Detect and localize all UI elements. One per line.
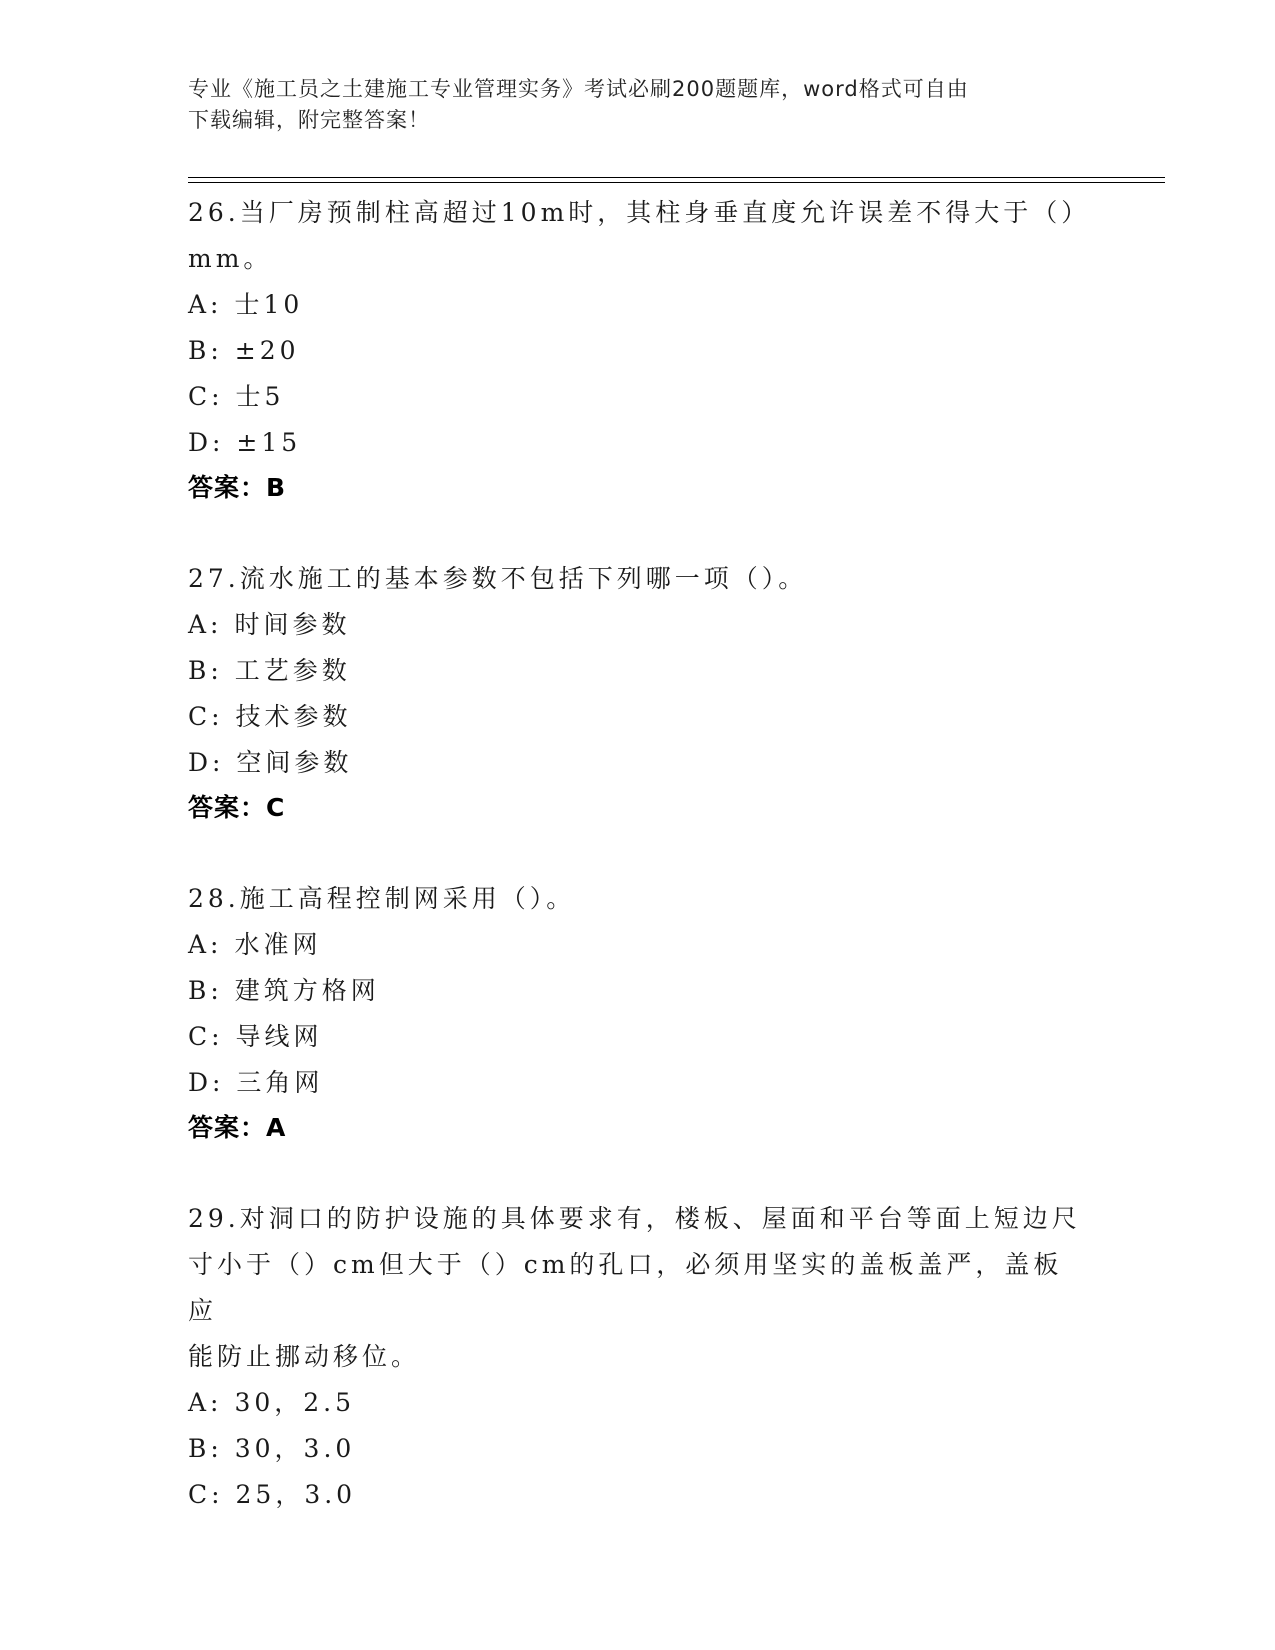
option-c bbox=[188, 694, 1088, 740]
option-b bbox=[188, 328, 1088, 374]
option-d bbox=[188, 1060, 1088, 1106]
option-text: 工艺参数 bbox=[234, 656, 351, 685]
option-key: C: bbox=[188, 382, 224, 411]
option-text: 时间参数 bbox=[234, 610, 351, 639]
option-b bbox=[188, 968, 1088, 1014]
option-key: A: bbox=[188, 930, 223, 959]
answer-line: 答案：B bbox=[188, 473, 287, 502]
option-c bbox=[188, 374, 1088, 420]
header-line-1: 专业《施工员之土建施工专业管理实务》考试必刷200题题库，word格式可自由 bbox=[188, 77, 969, 101]
option-c bbox=[188, 1472, 1088, 1518]
option-a bbox=[188, 1380, 1088, 1426]
option-b bbox=[188, 1426, 1088, 1472]
document-header bbox=[188, 74, 1088, 136]
option-d bbox=[188, 420, 1088, 466]
question-27 bbox=[188, 556, 1088, 830]
option-text: 士5 bbox=[235, 382, 285, 411]
option-key: B: bbox=[188, 1434, 223, 1463]
option-text: 30，2.5 bbox=[234, 1388, 356, 1417]
question-text-line: mm。 bbox=[188, 244, 273, 273]
question-text-line: 28.施工高程控制网采用（）。 bbox=[188, 884, 576, 913]
option-text: ±15 bbox=[236, 428, 302, 457]
option-text: ±20 bbox=[234, 336, 300, 365]
question-text-line: 能防止挪动移位。 bbox=[188, 1342, 421, 1371]
answer-line: 答案：A bbox=[188, 1113, 287, 1142]
question-text-line: 27.流水施工的基本参数不包括下列哪一项（）。 bbox=[188, 564, 808, 593]
option-key: A: bbox=[188, 610, 223, 639]
option-key: B: bbox=[188, 336, 223, 365]
option-a bbox=[188, 922, 1088, 968]
option-key: A: bbox=[188, 1388, 223, 1417]
option-key: C: bbox=[188, 1022, 224, 1051]
question-26 bbox=[188, 190, 1091, 510]
option-key: D: bbox=[188, 748, 225, 777]
option-a bbox=[188, 602, 1088, 648]
question-29 bbox=[188, 1196, 1088, 1518]
question-text-line: 寸小于（）cm但大于（）cm的孔口，必须用坚实的盖板盖严，盖板应 bbox=[188, 1250, 1063, 1325]
option-text: 导线网 bbox=[235, 1022, 323, 1051]
question-text-line: 29.对洞口的防护设施的具体要求有，楼板、屋面和平台等面上短边尺 bbox=[188, 1204, 1081, 1233]
option-text: 空间参数 bbox=[236, 748, 353, 777]
option-text: 技术参数 bbox=[235, 702, 352, 731]
option-a bbox=[188, 282, 1088, 328]
option-text: 三角网 bbox=[236, 1068, 324, 1097]
option-key: C: bbox=[188, 702, 224, 731]
option-text: 25，3.0 bbox=[235, 1480, 357, 1509]
option-key: D: bbox=[188, 1068, 225, 1097]
option-text: 30，3.0 bbox=[234, 1434, 356, 1463]
option-key: C: bbox=[188, 1480, 224, 1509]
option-key: D: bbox=[188, 428, 225, 457]
header-line-2: 下载编辑，附完整答案！ bbox=[188, 108, 430, 132]
option-text: 水准网 bbox=[234, 930, 322, 959]
question-28 bbox=[188, 876, 1088, 1150]
question-text-line: 26.当厂房预制柱高超过10m时，其柱身垂直度允许误差不得大于（） bbox=[188, 198, 1091, 227]
header-divider-bottom bbox=[188, 182, 1165, 183]
answer-line: 答案：C bbox=[188, 793, 286, 822]
option-key: B: bbox=[188, 976, 223, 1005]
option-text: 建筑方格网 bbox=[234, 976, 380, 1005]
option-c bbox=[188, 1014, 1088, 1060]
question-list bbox=[188, 190, 1091, 1564]
option-d bbox=[188, 740, 1088, 786]
option-text: 士10 bbox=[234, 290, 304, 319]
header-divider-top bbox=[188, 177, 1165, 178]
option-b bbox=[188, 648, 1088, 694]
option-key: B: bbox=[188, 656, 223, 685]
option-key: A: bbox=[188, 290, 223, 319]
